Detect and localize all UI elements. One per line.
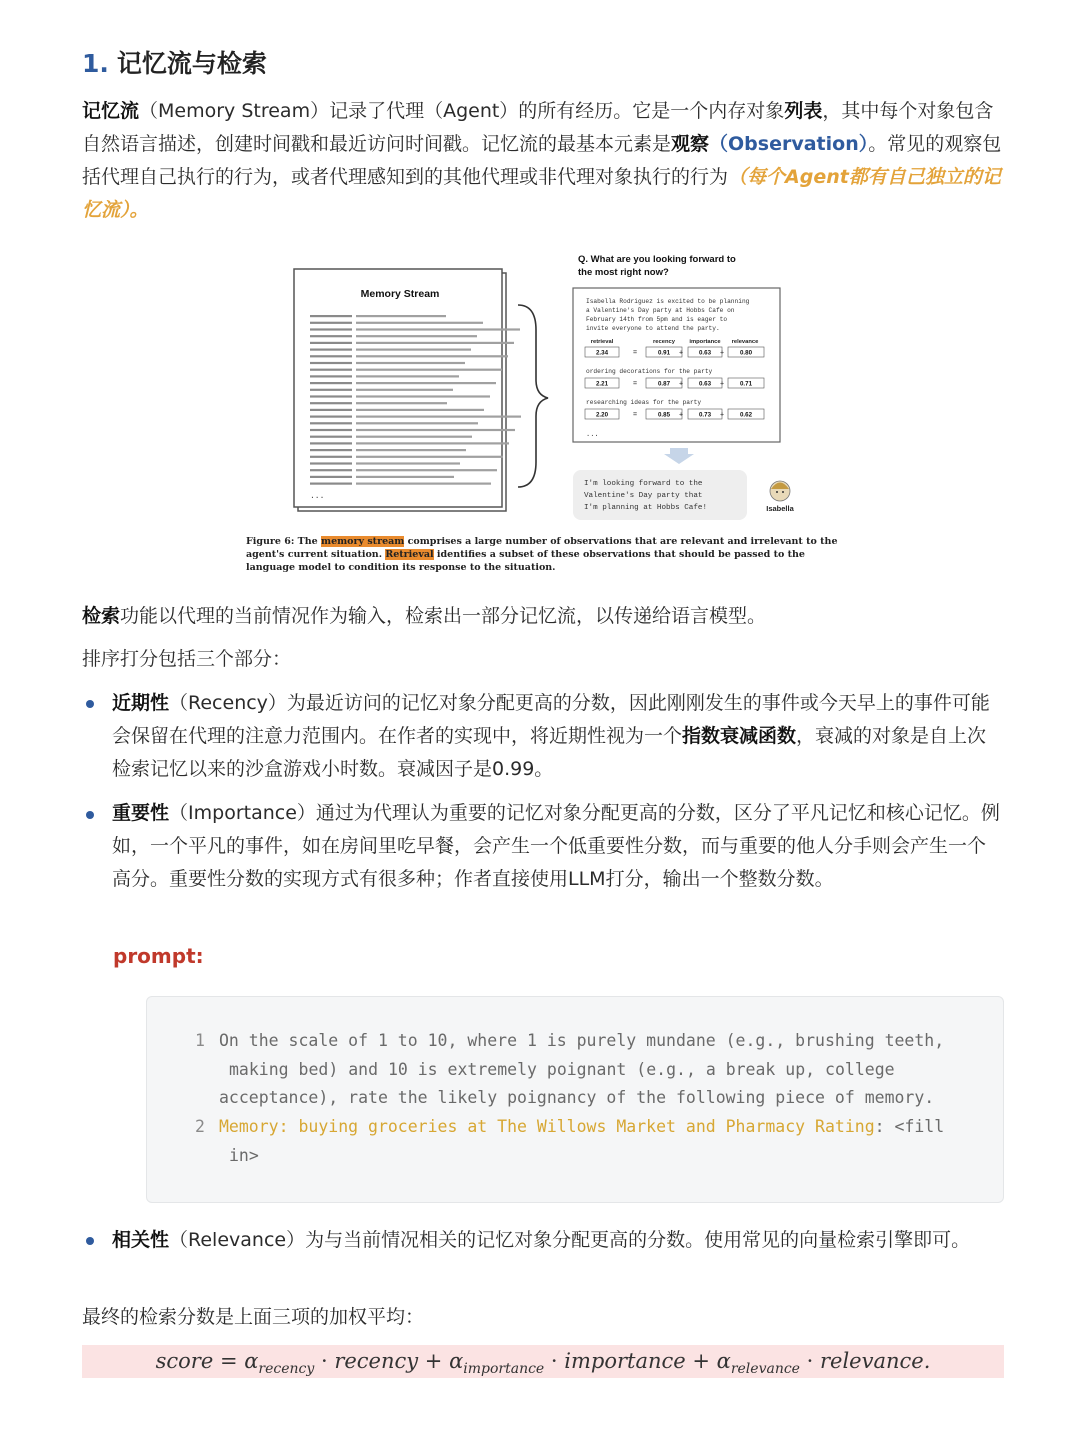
retrieval-paragraph <box>82 600 1007 633</box>
code-line-2-rest: : <fill <box>874 1117 945 1136</box>
score-operator: = <box>632 380 638 388</box>
memory-stream-title: Memory Stream <box>360 288 440 300</box>
memory-entry-text <box>356 395 490 397</box>
score-value: 0.91 <box>657 349 671 357</box>
formula-sub-recency: recency <box>258 1361 315 1378</box>
memory-entry-text <box>356 349 471 351</box>
retrieval-text: 功能以代理的当前情况作为输入，检索出一部分记忆流，以传递给语言模型。 <box>120 605 767 627</box>
intro-text-3: 。常见的观察包括代理自己执行的行为，或者代理感知到的其他代理或非代理对象执行的行为 <box>82 133 1002 188</box>
term-exponential-decay: 指数衰减函数 <box>682 725 797 747</box>
memory-entry-time <box>310 382 352 384</box>
code-line-1c: acceptance), rate the likely poignancy of the following piece of memory. <box>219 1088 935 1107</box>
score-value: 0.63 <box>698 349 712 357</box>
retrieved-memory-1: Isabella Rodriguez is excited to be planning a Valentine's Day party at Hobbs Cafe on February 14th from 5pm and is eager to invite everyone to attend the party. <box>586 298 750 332</box>
memory-entry-time <box>310 389 352 391</box>
code-line-1 <box>219 1027 979 1113</box>
formula-dot: · <box>544 1349 565 1373</box>
memory-entry-text <box>356 449 466 451</box>
score-value: 0.85 <box>657 411 671 419</box>
memory-entry-time <box>310 328 352 330</box>
retrieved-memory-2: ordering decorations for the party <box>586 368 713 375</box>
formula-relevance: relevance. <box>820 1349 931 1373</box>
memory-entry-text <box>356 483 491 485</box>
score-header: recency <box>653 339 675 345</box>
bullet-dot <box>86 1237 94 1245</box>
term-recency: 近期性 <box>112 692 170 714</box>
score-header: importance <box>689 339 721 345</box>
score-header: relevance <box>731 339 759 345</box>
memory-entry-time <box>310 315 352 317</box>
code-line-1b: making bed) and 10 is extremely poignant (e.g., a break up, college <box>229 1059 895 1079</box>
recency-text-1: （Recency）为最近访问的记忆对象分配更高的分数，因此刚刚发生的事件或今天早上的事件可能会保留在代理的注意力范围内。在作者的实现中，将近期性视为一个 <box>112 692 990 747</box>
section-heading <box>82 44 267 80</box>
memory-entry-time <box>310 322 352 324</box>
relevance-text: （Relevance）为与当前情况相关的记忆对象分配更高的分数。使用常见的向量检索引擎即可。 <box>169 1229 971 1251</box>
answer-text: I'm looking forward to the Valentine's Day party that I'm planning at Hobbs Cafe! <box>584 480 708 512</box>
score-operator: + <box>719 349 725 357</box>
formula-eq: = <box>213 1349 245 1373</box>
memory-entry-text <box>356 476 454 478</box>
score-value: 0.63 <box>698 380 712 388</box>
code-memory-highlight: Memory: buying groceries at The Willows Market and Pharmacy Rating <box>219 1117 875 1136</box>
formula-plus: + <box>418 1349 450 1373</box>
brace <box>518 305 548 487</box>
term-importance: 重要性 <box>112 802 170 824</box>
memory-entry-text <box>356 429 515 431</box>
code-block[interactable] <box>146 996 1004 1203</box>
caption-highlight-memory-stream: memory stream <box>321 536 405 547</box>
caption-highlight-retrieval: Retrieval <box>385 549 434 560</box>
avatar-name: Isabella <box>766 504 794 513</box>
formula-sub-relevance: relevance <box>730 1361 800 1378</box>
formula-alpha: α <box>716 1349 731 1373</box>
memory-entry-time <box>310 456 352 458</box>
score-operator: = <box>632 411 638 419</box>
memory-entry-time <box>310 362 352 364</box>
memory-entry-text <box>356 375 459 377</box>
term-memory-stream: 记忆流 <box>82 100 140 122</box>
memory-entry-time <box>310 375 352 377</box>
memory-entry-text <box>356 335 477 337</box>
memory-entry-time <box>310 436 352 438</box>
memory-entry-time <box>310 476 352 478</box>
memory-entry-text <box>356 402 447 404</box>
caption-text-3: identifies a subset of these observations that should be passed to the language model to condition its response to the situation. <box>246 549 805 573</box>
memory-entry-text <box>356 369 502 371</box>
bullet-dot <box>86 811 94 819</box>
final-score-text: 最终的检索分数是上面三项的加权平均： <box>82 1306 425 1328</box>
down-arrow-icon <box>664 448 694 464</box>
code-line-2b: in> <box>229 1145 259 1165</box>
retrieval-ellipsis: ... <box>586 431 599 439</box>
memory-entry-text <box>356 409 484 411</box>
formula-recency: recency <box>334 1349 419 1373</box>
line-number: 1 <box>195 1031 205 1050</box>
memory-entry-time <box>310 422 352 424</box>
score-header: retrieval <box>590 339 614 345</box>
formula-importance: importance <box>564 1349 686 1373</box>
caption-text-1: Figure 6: The <box>246 536 322 547</box>
term-observation-en: （Observation） <box>709 133 869 155</box>
memory-entry-time <box>310 369 352 371</box>
score-value: 2.20 <box>595 411 609 419</box>
score-operator: + <box>678 349 684 357</box>
memory-entry-time <box>310 429 352 431</box>
score-operator: = <box>632 349 638 357</box>
memory-entry-time <box>310 349 352 351</box>
term-retrieval: 检索 <box>82 605 121 627</box>
importance-item <box>112 797 1004 896</box>
score-operator: + <box>678 411 684 419</box>
section-number: 1. <box>82 49 109 78</box>
memory-entry-text <box>356 442 509 444</box>
memory-entry-time <box>310 416 352 418</box>
term-relevance: 相关性 <box>112 1229 170 1251</box>
memory-entry-time <box>310 335 352 337</box>
prompt-label: prompt: <box>113 944 204 968</box>
question-text: Q. What are you looking forward to the most right now? <box>578 254 736 278</box>
importance-text: （Importance）通过为代理认为重要的记忆对象分配更高的分数，区分了平凡记忆和核心记忆。例如，一个平凡的事件，如在房间里吃早餐，会产生一个低重要性分数，而与重要的他人分手则会产生一个高分。重要性分数的实现方式有很多种；作者直接使用LLM打分，输出一个整数分数。 <box>112 802 1000 890</box>
intro-text-1: （Memory Stream）记录了代理（Agent）的所有经历。它是一个内存对象 <box>139 100 785 122</box>
memory-entry-time <box>310 395 352 397</box>
scoring-intro: 排序打分包括三个部分： <box>82 648 292 670</box>
score-value: 0.71 <box>739 380 753 388</box>
section-title: 记忆流与检索 <box>116 49 267 78</box>
intro-text-2: ，其中每个对象包含自然语言描述，创建时间戳和最近访问时间戳。记忆流的最基本元素是 <box>82 100 994 155</box>
term-list: 列表 <box>784 100 823 122</box>
formula-alpha: α <box>449 1349 464 1373</box>
score-value: 0.87 <box>657 380 671 388</box>
score-value: 2.34 <box>595 349 609 357</box>
score-value: 0.73 <box>698 411 712 419</box>
memory-entry-text <box>356 322 483 324</box>
figure-caption <box>246 535 846 574</box>
bullet-dot <box>86 700 94 708</box>
memory-entry-text <box>356 382 496 384</box>
intro-note: （每个Agent都有自己独立的记忆流） <box>82 166 1001 221</box>
score-formula <box>82 1345 1004 1378</box>
term-observation: 观察 <box>671 133 710 155</box>
code-line-2 <box>219 1113 979 1170</box>
memory-entry-time <box>310 483 352 485</box>
memory-entry-time <box>310 402 352 404</box>
memory-entry-text <box>356 436 472 438</box>
memory-entry-text <box>356 315 446 317</box>
memory-entry-time <box>310 442 352 444</box>
score-value: 0.80 <box>739 349 753 357</box>
memory-entry-text <box>356 422 478 424</box>
score-value: 2.21 <box>595 380 609 388</box>
score-operator: + <box>719 411 725 419</box>
score-value: 0.62 <box>739 411 753 419</box>
memory-entry-text <box>356 469 497 471</box>
memory-entry-time <box>310 342 352 344</box>
formula-plus: + <box>685 1349 717 1373</box>
memory-entry-text <box>356 416 521 418</box>
score-operator: + <box>719 380 725 388</box>
memory-entry-text <box>356 462 460 464</box>
memory-entry-time <box>310 355 352 357</box>
memory-entry-time <box>310 469 352 471</box>
formula-sub-importance: importance <box>463 1361 545 1378</box>
memory-entry-text <box>356 362 465 364</box>
code-line-1a: On the scale of 1 to 10, where 1 is purely mundane (e.g., brushing teeth, <box>219 1031 945 1050</box>
caption-text-2: comprises a large number of observations that are relevant and irrelevant to the agent's current situation. <box>246 536 838 560</box>
line-number: 2 <box>195 1117 205 1136</box>
intro-paragraph <box>82 95 1007 227</box>
formula-score: score <box>155 1349 214 1373</box>
retrieved-memory-3: researching ideas for the party <box>586 399 702 406</box>
recency-text-2: ，衰减的对象是自上次检索记忆以来的沙盒游戏小时数。衰减因子是0.99。 <box>112 725 987 780</box>
memory-entry-text <box>356 328 520 330</box>
formula-alpha: α <box>244 1349 259 1373</box>
formula-dot: · <box>799 1349 820 1373</box>
score-operator: + <box>678 380 684 388</box>
memory-entry-text <box>356 456 503 458</box>
memory-entry-time <box>310 449 352 451</box>
memory-entry-text <box>356 355 508 357</box>
intro-note-end: 。 <box>129 199 149 221</box>
relevance-item <box>112 1224 1004 1257</box>
memory-entry-text <box>356 342 514 344</box>
memory-stream-figure <box>240 240 850 580</box>
formula-dot: · <box>314 1349 335 1373</box>
memory-entry-time <box>310 462 352 464</box>
memory-entry-time <box>310 409 352 411</box>
memory-ellipsis: ... <box>310 492 325 501</box>
recency-item <box>112 687 1004 786</box>
memory-entry-text <box>356 389 453 391</box>
